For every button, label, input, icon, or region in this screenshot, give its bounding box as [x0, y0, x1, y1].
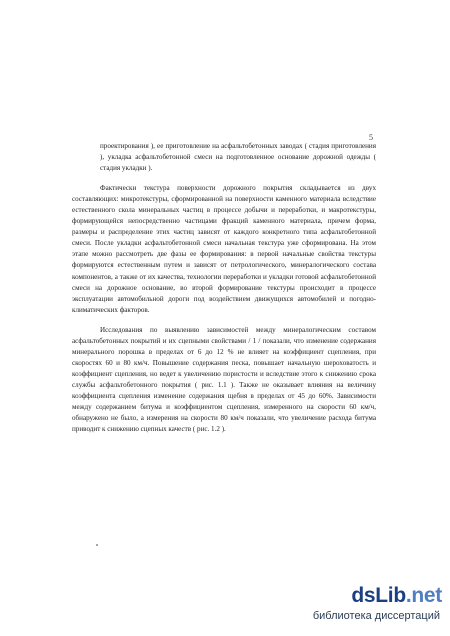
- paragraph-continuation: проектирования ), ее приготовление на асфальтобетонных заводах ( стадия приготовления ), укладка асфальтобетонной смеси на подготовленное основание дорожной одежды ( стадия укладки ).: [100, 142, 376, 173]
- page-number: 5: [369, 133, 373, 142]
- body-text: [72, 141, 376, 435]
- watermark[interactable]: [304, 584, 442, 630]
- watermark-subtitle: библиотека диссертаций: [312, 610, 440, 622]
- watermark-logo-main: dsLib: [351, 584, 406, 607]
- paragraph-research: Исследования по выявлению зависимостей между минералогическим составом асфальтобетонных покрытий и их сцепными свойствами / 1 / показали, что изменение содержания минерального порошка в пределах от 6 до 12 % не влияет на коэффициент сцепления, при скоростях 60 и 80 км/ч. Повышение содержания песка, повышает начальную шероховатость и коэффициент сцепления, но ведет к увеличению пористости и вследствие этого к снижению срока службы асфальтобетонного покрытия ( рис. 1.1 ). Также не оказывает влияния на величину коэффициента сцепления изменение содержания щебня в пределах от 45 до 60%. Зависимости между содержанием битума и коэффициентом сцепления, измеренного на скорости 60 км/ч, обнаружено не было, а измерения на скорости 80 км/ч показали, что увеличение расхода битума приводит к снижению сцепных качеств ( рис. 1.2 ).: [72, 325, 376, 434]
- scan-speck: [96, 544, 98, 546]
- paragraph-texture: Фактически текстура поверхности дорожного покрытия складывается из двух составляющих: микротекстуры, сформированной на поверхности каменного материала вследствие естественного скола минеральных частиц в процессе добычи и переработки, и макротекстуры, формирующейся непосредственно частицами фракций каменного материала, причем форма, размеры и распределение этих частиц зависят от каждого конкретного типа асфальтобетонной смеси. После укладки асфальтобетонной смеси начальная текстура уже сформирована. На этом этапе можно рассмотреть две фазы ее формирования: в первой начальные свойства текстуры формируются естественным путем и зависят от петрологического, минералогического состава компонентов, а также от их качества, технологии переработки и укладки готовой асфальтобетонной смеси на дорожное основание, во второй формирование текстуры происходит в процессе эксплуатации автомобильной дороги под воздействием движущихся автомобилей и погодно-климатических факторов.: [72, 184, 376, 314]
- watermark-logo-tld: .net: [405, 584, 442, 607]
- watermark-logo[interactable]: [351, 584, 442, 608]
